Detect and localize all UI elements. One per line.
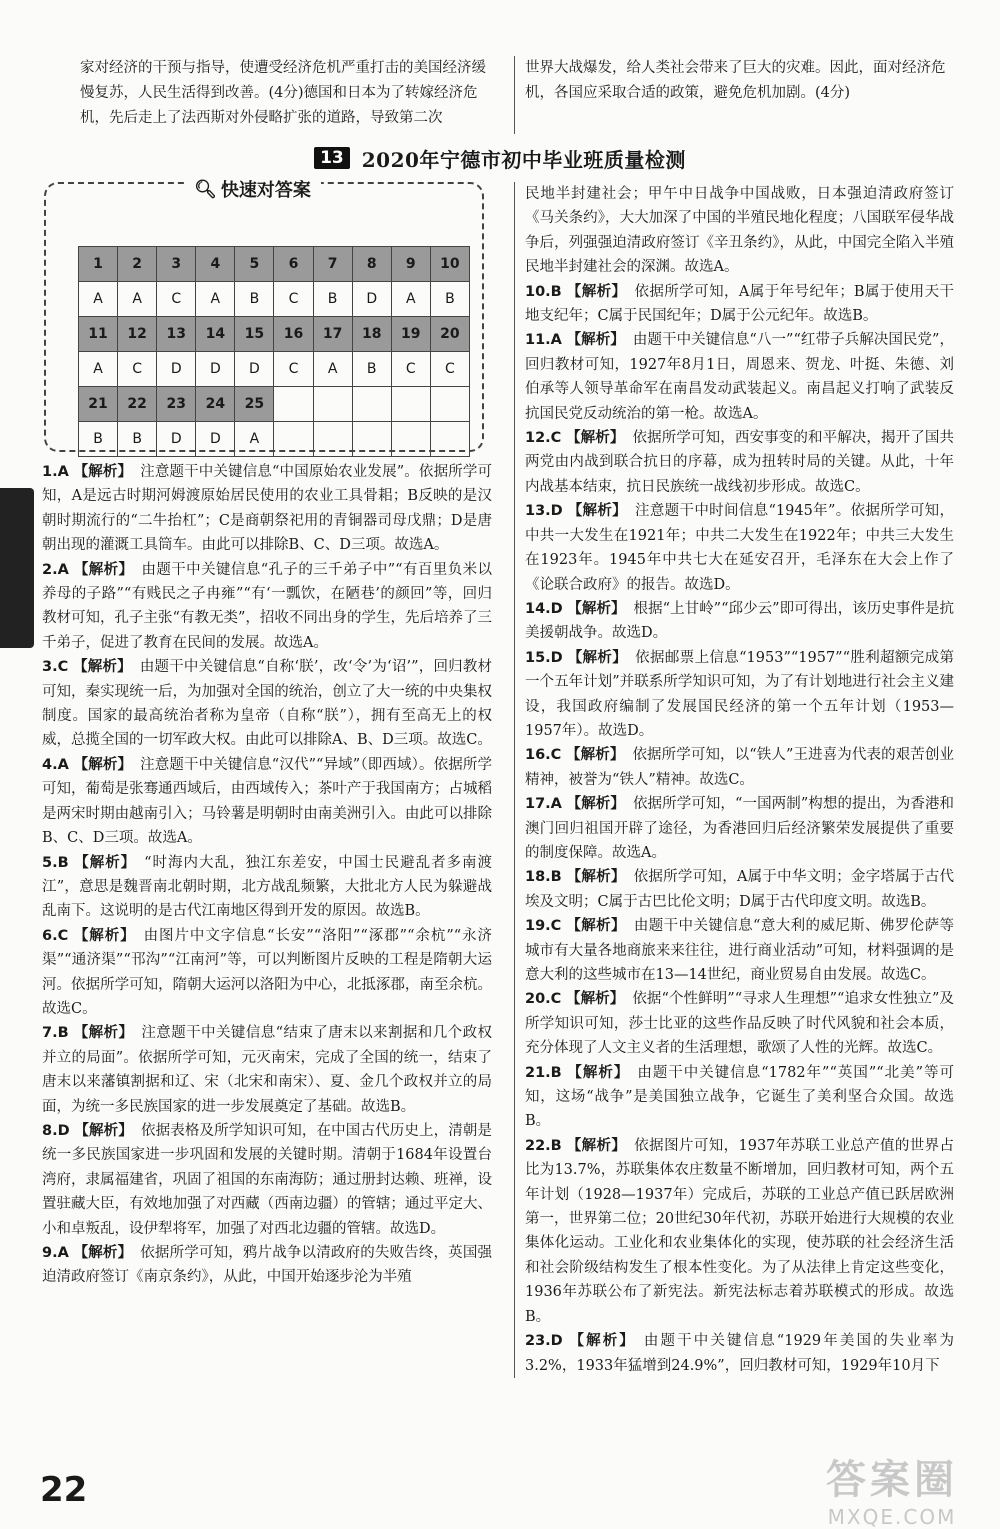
question-number-cell: [313, 387, 352, 422]
right-column: [514, 182, 954, 1378]
explanation-item: [42, 460, 492, 558]
answer-cell: D: [196, 352, 235, 387]
question-number-cell: 22: [118, 387, 157, 422]
question-number-cell: [274, 387, 313, 422]
analysis-tag: 【解析】: [566, 429, 625, 447]
question-answer-number: 22.B: [525, 1137, 562, 1154]
question-answer-number: 17.A: [525, 796, 562, 813]
question-answer-number: 9.A: [42, 1245, 69, 1261]
question-number-cell: 15: [235, 317, 274, 352]
analysis-tag: 【解析】: [73, 755, 133, 773]
question-number-cell: 16: [274, 317, 313, 352]
watermark-logo: 答案圈 MXQE.COM: [826, 1457, 958, 1529]
answer-cell: A: [313, 352, 352, 387]
answer-letter-row: [79, 352, 470, 387]
question-answer-number: 6.C: [42, 927, 69, 944]
answer-cell: B: [79, 422, 118, 457]
question-number-cell: 14: [196, 317, 235, 352]
question-answer-number: 7.B: [42, 1025, 69, 1042]
question-answer-number: 3.C: [42, 659, 69, 676]
question-number-cell: 5: [235, 247, 274, 282]
answer-cell: C: [430, 352, 469, 387]
explanation-text: 由题干中关键信息“自称‘朕’，改‘令’为‘诏’”，回归教材可知，秦实现统一后，为加强对全国的统治，创立了大一统的中央集权制度。国家的最高统治者称为皇帝（自称“朕”），拥有至高无上的权威，总揽全国的一切军政大权。由此可以排除A、B、D三项。故选C。: [42, 659, 493, 749]
question-answer-number: 23.D: [525, 1333, 563, 1350]
answer-cell: C: [391, 352, 430, 387]
question-answer-number: 8.D: [42, 1122, 70, 1139]
question-answer-number: 10.B: [525, 283, 562, 300]
analysis-tag: 【解析】: [566, 331, 625, 349]
answer-cell: B: [352, 352, 391, 387]
explanation-item: [525, 426, 954, 499]
analysis-tag: 【解析】: [566, 917, 626, 935]
answer-cell: D: [235, 352, 274, 387]
page-number: 22: [40, 1470, 88, 1510]
analysis-tag: 【解析】: [73, 1024, 134, 1042]
explanation-text: 依据所学可知，鸦片战争以清政府的失败告终，英国强迫清政府签订《南京条约》，从此，中国开始逐步沦为半殖: [42, 1245, 493, 1286]
explanation-text: 依据所学可知，西安事变的和平解决，揭开了国共两党由内战到联合抗日的序幕，成为扭转时局的关键。从此，十年内战基本结束，抗日民族统一战线初步形成。故选C。: [525, 430, 955, 495]
answer-cell: D: [352, 282, 391, 317]
explanation-item: [525, 743, 954, 792]
explanation-text: 依据表格及所学知识可知，在中国古代历史上，清朝是统一多民族国家进一步巩固和发展的关键时期。清朝于1684年设置台湾府，隶属福建省，巩固了祖国的东南海防；通过册封达赖、班禅，设置驻藏大臣，有效地加强了对西藏（西南边疆）的管辖；通过平定大、小和卓叛乱，设伊犁将军，加强了对西北边疆的管辖。故选D。: [42, 1122, 493, 1237]
question-number-cell: [352, 387, 391, 422]
explanation-item: [525, 1329, 954, 1378]
analysis-tag: 【解析】: [566, 282, 627, 300]
explanation-text: 由图片中文字信息“长安”“洛阳”“涿郡”“余杭”“永济渠”“通济渠”“邗沟”“江南河”等，可以判断图片反映的工程是隋朝大运河。依据所学可知，隋朝大运河以洛阳为中心，北抵涿郡，南至余杭。故选C。: [42, 927, 493, 1017]
analysis-tag: 【解析】: [566, 990, 625, 1008]
explanation-item: [525, 914, 954, 987]
analysis-tag: 【解析】: [567, 1063, 630, 1081]
answer-number-row: [79, 317, 470, 352]
question-answer-number: 21.B: [525, 1064, 562, 1081]
answer-cell: A: [196, 282, 235, 317]
answer-cell: C: [157, 282, 196, 317]
explanation-text: 依据所学可知，A属于年号纪年；B属于使用天干地支纪年；C属于民国纪年；D属于公元纪年。故选B。: [525, 283, 954, 325]
explanation-item: [525, 792, 954, 865]
question-number-cell: 9: [391, 247, 430, 282]
explanation-item: [525, 987, 954, 1060]
explanation-item: [42, 1119, 492, 1241]
left-column: [42, 178, 493, 1290]
quick-answer-box: [44, 178, 484, 452]
question-answer-number: 4.A: [42, 756, 69, 773]
analysis-tag: 【解析】: [566, 868, 626, 886]
quick-answer-title: 快速对答案: [220, 180, 311, 201]
answer-cell: [352, 422, 391, 457]
answer-number-row: [79, 387, 470, 422]
explanation-text: 注意题干中关键信息“汉代”“异域”（即西域）。依据所学可知，葡萄是张骞通西域后，由西域传入；茶叶产于我国南方；占城稻是两宋时期由越南引入；马铃薯是明朝时由南美洲引入。由此可以排除B、C、D三项。故选A。: [42, 756, 493, 847]
explanation-text: “时海内大乱，独江东差安，中国士民避乱者多南渡江”，意思是魏晋南北朝时期，北方战乱频繁，大批北方人民为躲避战乱南下。这说明的是古代江南地区得到开发的原因。故选B。: [42, 854, 493, 920]
explanation-item: [525, 499, 954, 597]
explanation-text: 依据所学可知，以“铁人”王进喜为代表的艰苦创业精神，被誉为“铁人”精神。故选C。: [525, 747, 955, 788]
answer-cell: D: [196, 422, 235, 457]
top-left-continuation: 家对经济的干预与指导，使遭受经济危机严重打击的美国经济缓慢复苏，人民生活得到改善。(4分)德国和日本为了转嫁经济危机，先后走上了法西斯对外侵略扩张的道路，导致第二次: [80, 60, 486, 126]
analysis-tag: 【解析】: [566, 746, 625, 764]
analysis-tag: 【解析】: [567, 599, 626, 617]
explanation-text: 根据“上甘岭”“邱少云”即可得出，该历史事件是抗美援朝战争。故选D。: [525, 600, 955, 642]
question-number-cell: 18: [352, 317, 391, 352]
answer-letter-row: [79, 422, 470, 457]
question-number-cell: [391, 387, 430, 422]
answer-cell: [313, 422, 352, 457]
question-answer-number: 20.C: [525, 991, 562, 1008]
question-number-cell: 11: [79, 317, 118, 352]
question-answer-number: 12.C: [525, 430, 562, 447]
question-answer-number: 18.B: [525, 869, 562, 886]
explanation-text: 依据“个性鲜明”“寻求人生理想”“追求女性独立”及所学知识可知，莎士比亚的这些作品反映了时代风貌和社会本质，充分体现了人文主义者的生活理想，歌颂了人性的光辉。故选C。: [525, 991, 954, 1057]
explanation-text: 注意题干中时间信息“1945年”。依据所学可知，中共一大发生在1921年；中共二大发生在1922年；中共三大发生在1923年。1945年中共七大在延安召开，毛泽东在大会上作了《论联合政府》的报告。故选D。: [525, 503, 955, 593]
explanation-text: 注意题干中关键信息“中国原始农业发展”。依据所学可知，A是远古时期河姆渡原始居民使用的农业工具骨耜；B反映的是汉朝时期流行的“二牛抬杠”；C是商朝祭祀用的青铜器司母戊鼎；D是唐朝出现的灌溉工具筒车。由此可以排除B、C、D三项。故选A。: [42, 464, 493, 554]
explanation-item: [525, 280, 954, 329]
answer-cell: B: [313, 282, 352, 317]
explanation-item: [42, 924, 492, 1022]
side-tab-marker: [0, 488, 34, 648]
question-number-cell: 4: [196, 247, 235, 282]
answer-cell: A: [79, 352, 118, 387]
answer-cell: [274, 422, 313, 457]
section-title: 2020年宁德市初中毕业班质量检测: [361, 147, 686, 172]
answer-cell: D: [157, 352, 196, 387]
explanation-text: 注意题干中关键信息“结束了唐末以来割据和几个政权并立的局面”。依据所学可知，元灭南宋，完成了全国的统一，结束了唐末以来藩镇割据和辽、宋（北宋和南宋）、夏、金几个政权并立的局面，为统一多民族国家的进一步发展奠定了基础。故选B。: [42, 1025, 492, 1115]
explanation-item: [42, 1241, 492, 1290]
question-answer-number: 14.D: [525, 600, 563, 617]
explanation-text: 由题干中关键信息“1782年”“英国”“北美”等可知，这场“战争”是美国独立战争，它诞生了美利坚合众国。故选B。: [525, 1064, 955, 1130]
answer-cell: B: [235, 282, 274, 317]
answer-cell: B: [430, 282, 469, 317]
question-number-cell: 23: [157, 387, 196, 422]
explanation-text: 由题干中关键信息“意大利的威尼斯、佛罗伦萨等城市有大量各地商旅来来往往，进行商业活动”可知，材料强调的是意大利的这些城市在13—14世纪，商业贸易自由发展。故选C。: [525, 918, 954, 983]
explanation-item: [525, 865, 954, 914]
right-explanations: [525, 280, 954, 1378]
explanation-item: [525, 328, 954, 426]
explanation-item: [525, 597, 954, 646]
explanation-item: [42, 851, 492, 924]
answer-grid: [78, 246, 470, 457]
question-number-cell: 2: [118, 247, 157, 282]
section-number-badge: 13: [314, 147, 350, 169]
answer-letter-row: [79, 282, 470, 317]
explanation-text: 依据所学可知，A属于中华文明；金字塔属于古代埃及文明；C属于古巴比伦文明；D属于古代印度文明。故选B。: [525, 869, 955, 910]
question-number-cell: 25: [235, 387, 274, 422]
top-right-continuation: 世界大战爆发，给人类社会带来了巨大的灾难。因此，面对经济危机，各国应采取合适的政策，避免危机加剧。(4分): [514, 56, 954, 134]
right-intro-text: 民地半封建社会；甲午中日战争中国战败，日本强迫清政府签订《马关条约》，大大加深了中国的半殖民地化程度；八国联军侵华战争后，列强强迫清政府签订《辛丑条约》，从此，中国完全陷入半殖民地半封建社会的深渊。故选A。: [525, 186, 954, 276]
question-number-cell: 21: [79, 387, 118, 422]
analysis-tag: 【解析】: [73, 560, 134, 578]
explanation-item: [525, 1134, 954, 1329]
question-number-cell: 19: [391, 317, 430, 352]
explanation-item: [42, 558, 492, 656]
question-number-cell: 17: [313, 317, 352, 352]
question-answer-number: 11.A: [525, 332, 562, 349]
answer-cell: A: [118, 282, 157, 317]
explanation-item: [42, 753, 492, 851]
answer-cell: A: [235, 422, 274, 457]
explanation-text: 依据图片可知，1937年苏联工业总产值的世界占比为13.7%，苏联集体农庄数量不断增加，回归教材可知，两个五年计划（1928—1937年）完成后，苏联的工业总产值已跃居欧洲第一，世界第二位；20世纪30年代初，苏联开始进行大规模的农业集体化运动。工业化和农业集体化的实现，使苏联的社会经济生活和社会阶级结构发生了根本性变化。为了从法律上肯定这些变化，1936年苏联公布了新宪法。新宪法标志着苏联模式的形成。故选B。: [525, 1137, 955, 1325]
explanation-text: 依据邮票上信息“1953”“1957”“胜利超额完成第一个五年计划”并联系所学知识可知，为了有计划地进行社会主义建设，我国政府编制了发展国民经济的第一个五年计划（1953—1957年）。故选D。: [525, 649, 955, 739]
analysis-tag: 【解析】: [73, 463, 133, 480]
explanation-text: 由题干中关键信息“八一”“红带子兵解决国民党”，回归教材可知，1927年8月1日，周恩来、贺龙、叶挺、朱德、刘伯承等人领导革命军在南昌发动武装起义。南昌起义打响了武装反抗国民党反动统治的第一枪。故选A。: [525, 332, 955, 422]
question-answer-number: 2.A: [42, 561, 69, 578]
answer-cell: B: [118, 422, 157, 457]
explanation-item: [525, 646, 954, 744]
answer-cell: [430, 422, 469, 457]
question-number-cell: 3: [157, 247, 196, 282]
answer-number-row: [79, 247, 470, 282]
question-number-cell: 8: [352, 247, 391, 282]
explanation-item: [42, 1021, 492, 1119]
answer-cell: C: [274, 352, 313, 387]
question-answer-number: 5.B: [42, 854, 69, 871]
question-answer-number: 19.C: [525, 918, 562, 935]
analysis-tag: 【解析】: [74, 1121, 133, 1139]
answer-cell: A: [391, 282, 430, 317]
question-number-cell: 10: [430, 247, 469, 282]
analysis-tag: 【解析】: [73, 926, 136, 944]
analysis-tag: 【解析】: [569, 1332, 636, 1350]
explanation-text: 由题干中关键信息“孔子的三千弟子中”“有百里负米以养母的子路”“有贱民之子冉雍”“有‘一瓢饮，在陋巷’的颜回”等，回归教材可知，孔子主张“有教无类”，招收不同出身的学生，先后培养了三千弟子，促进了教育在民间的发展。故选A。: [42, 561, 492, 651]
question-answer-number: 1.A: [42, 464, 69, 480]
answer-cell: C: [274, 282, 313, 317]
question-number-cell: 1: [79, 247, 118, 282]
question-number-cell: 12: [118, 317, 157, 352]
question-number-cell: 7: [313, 247, 352, 282]
question-answer-number: 15.D: [525, 649, 563, 666]
answer-cell: C: [118, 352, 157, 387]
question-number-cell: 13: [157, 317, 196, 352]
analysis-tag: 【解析】: [566, 1136, 627, 1154]
quick-answer-label: [184, 176, 321, 202]
analysis-tag: 【解析】: [566, 795, 625, 813]
explanation-text: 由题干中关键信息“1929年美国的失业率为3.2%，1933年猛增到24.9%”，回归教材可知，1929年10月下: [525, 1333, 955, 1374]
answer-cell: [391, 422, 430, 457]
question-number-cell: 20: [430, 317, 469, 352]
explanation-text: 依据所学可知，“一国两制”构想的提出，为香港和澳门回归祖国开辟了途径，为香港回归后经济繁荣发展提供了重要的制度保障。故选A。: [525, 796, 955, 861]
question-answer-number: 16.C: [525, 747, 562, 764]
question-answer-number: 13.D: [525, 503, 563, 520]
analysis-tag: 【解析】: [74, 853, 137, 871]
question-number-cell: 24: [196, 387, 235, 422]
analysis-tag: 【解析】: [567, 502, 628, 520]
section-heading: [0, 140, 1000, 176]
analysis-tag: 【解析】: [73, 1244, 133, 1261]
answer-cell: A: [79, 282, 118, 317]
answer-cell: D: [157, 422, 196, 457]
analysis-tag: 【解析】: [73, 658, 132, 676]
question-number-cell: [430, 387, 469, 422]
magnifier-icon: 🔍︎: [194, 178, 217, 200]
analysis-tag: 【解析】: [567, 648, 628, 666]
question-number-cell: 6: [274, 247, 313, 282]
explanation-item: [525, 1061, 954, 1134]
left-explanations: [42, 460, 492, 1290]
explanation-item: [42, 655, 492, 753]
